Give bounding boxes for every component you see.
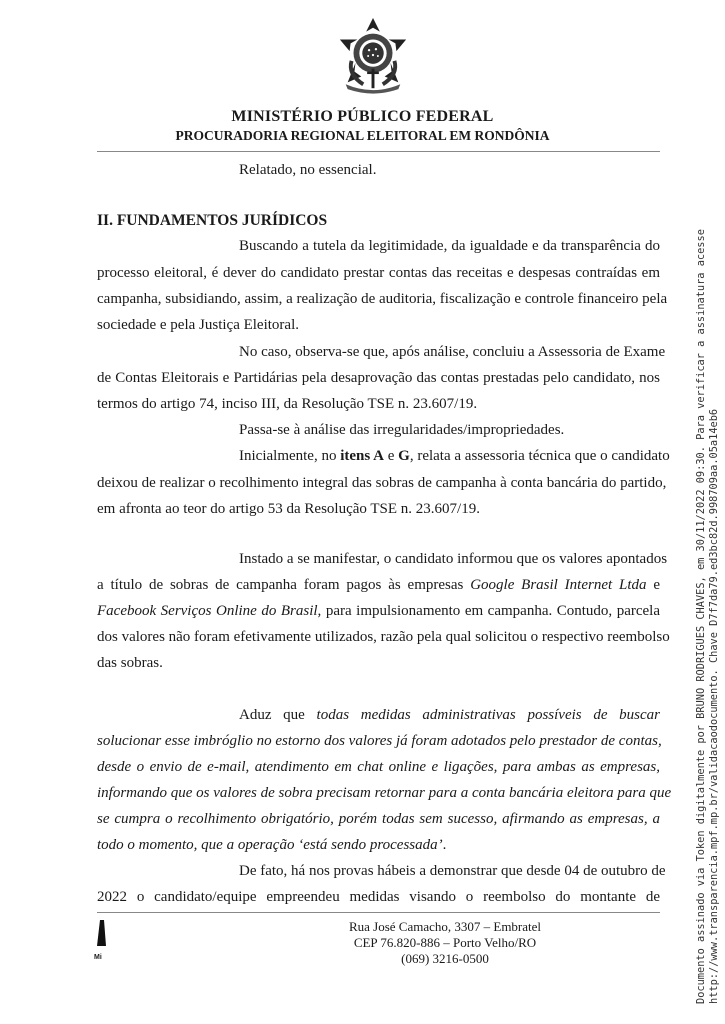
paragraph-1-line: processo eleitoral, é dever do candidato prestar contas das receitas e despesas contraídas em [97,265,660,281]
p5-italic-text: Facebook Serviços Online do Brasil, [97,603,322,619]
p4-text: Inicialmente, no [239,448,341,464]
paragraph-1-line: campanha, subsidiando, assim, a realização de auditoria, fiscalização e controle financeiro pela [97,291,668,307]
p4-text: e [383,448,399,464]
p5-italic-text: Google Brasil Internet Ltda [470,577,647,593]
p4-bold-text: itens A [340,448,384,464]
paragraph-6-line: informando que os valores de sobra precisam retornar para a conta bancária eleitora para que [97,785,672,801]
footer-phone: (069) 3216-0500 [401,951,489,966]
p6-italic-text: todas medidas administrativas possíveis de buscar [316,707,660,723]
paragraph-5-line: dos valores não foram efetivamente utilizados, razão pela qual solicitou o respectivo reembolso [97,629,670,645]
footer-divider [97,912,660,913]
footer-address-line: CEP 76.820-886 – Porto Velho/RO [353,935,537,950]
paragraph-2-line: termos do artigo 74, inciso III, da Resolução TSE n. 23.607/19. [97,396,478,412]
paragraph-4-line: em afronta ao teor do artigo 53 da Resolução TSE n. 23.607/19. [97,501,480,517]
footer-address [330,919,560,967]
paragraph-6-line: solucionar esse imbróglio no estorno dos valores já foram adotados pelo prestador de contas, [97,733,662,749]
signature-validation-link[interactable]: http://www.transparencia.mpf.mp.br/validacaodocumento. Chave D7f7da79.ed3bc82d.998709aa.05a14eb6 [708,408,720,1004]
paragraph-5-line: Instado a se manifestar, o candidato informou que os valores apontados [239,551,668,567]
p5-text: para impulsionamento em campanha. Contudo, parcela [321,603,660,619]
paragraph-1-line: Buscando a tutela da legitimidade, da igualdade e da transparência do [239,238,660,254]
p6-text: . [442,837,447,853]
paragraph-7-line: 2022 o candidato/equipe empreendeu medidas visando o reembolso do montante de [97,889,660,905]
p5-text: e [646,577,660,593]
signature-note-line: Documento assinado via Token digitalmente por BRUNO RODRIGUES CHAVES, em 30/11/2022 09:30. Para verificar a assinatura acesse [695,229,707,1004]
intro-line: Relatado, no essencial. [239,162,377,178]
paragraph-7-line: De fato, há nos provas hábeis a demonstrar que desde 04 de outubro de [239,863,666,879]
paragraph-6-line: desde o envio de e-mail, atendimento em chat online e ligações, para ambas as empresas, [97,759,660,775]
document-body-continued [97,0,672,900]
mpf-logo-text: Mi [94,954,102,961]
section-heading: II. FUNDAMENTOS JURÍDICOS [97,212,328,229]
p6-italic-text: todo o momento, que a operação ‘está sendo processada’ [97,837,443,853]
paragraph-1-line: sociedade e pela Justiça Eleitoral. [97,317,299,333]
mpf-logo-icon [94,920,110,948]
p4-text: , relata a assessoria técnica que o candidato [409,448,670,464]
p5-text: a título de sobras de campanha foram pagos às empresas [97,577,471,593]
paragraph-3-line: Passa-se à análise das irregularidades/impropriedades. [239,422,565,438]
p4-bold-text: G [398,448,410,464]
footer-address-line: Rua José Camacho, 3307 – Embratel [348,919,542,934]
paragraph-6-line: se cumpra o recolhimento obrigatório, porém todas sem sucesso, afirmando as empresas, a [97,811,660,827]
paragraph-4-line: deixou de realizar o recolhimento integral das sobras de campanha à conta bancária do partido, [97,475,667,491]
header-subtitle: PROCURADORIA REGIONAL ELEITORAL EM RONDÔNIA [175,128,550,143]
paragraph-2-line: No caso, observa-se que, após análise, concluiu a Assessoria de Exame [239,344,666,360]
paragraph-2-line: de Contas Eleitorais e Partidárias pela desaprovação das contas prestadas pelo candidato, nos [97,370,660,386]
p6-text: Aduz que [239,707,317,723]
paragraph-5-line: das sobras. [97,655,163,671]
header-title: MINISTÉRIO PÚBLICO FEDERAL [231,108,494,125]
digital-signature-note [695,224,723,1004]
mpf-logo-mark [94,920,110,960]
